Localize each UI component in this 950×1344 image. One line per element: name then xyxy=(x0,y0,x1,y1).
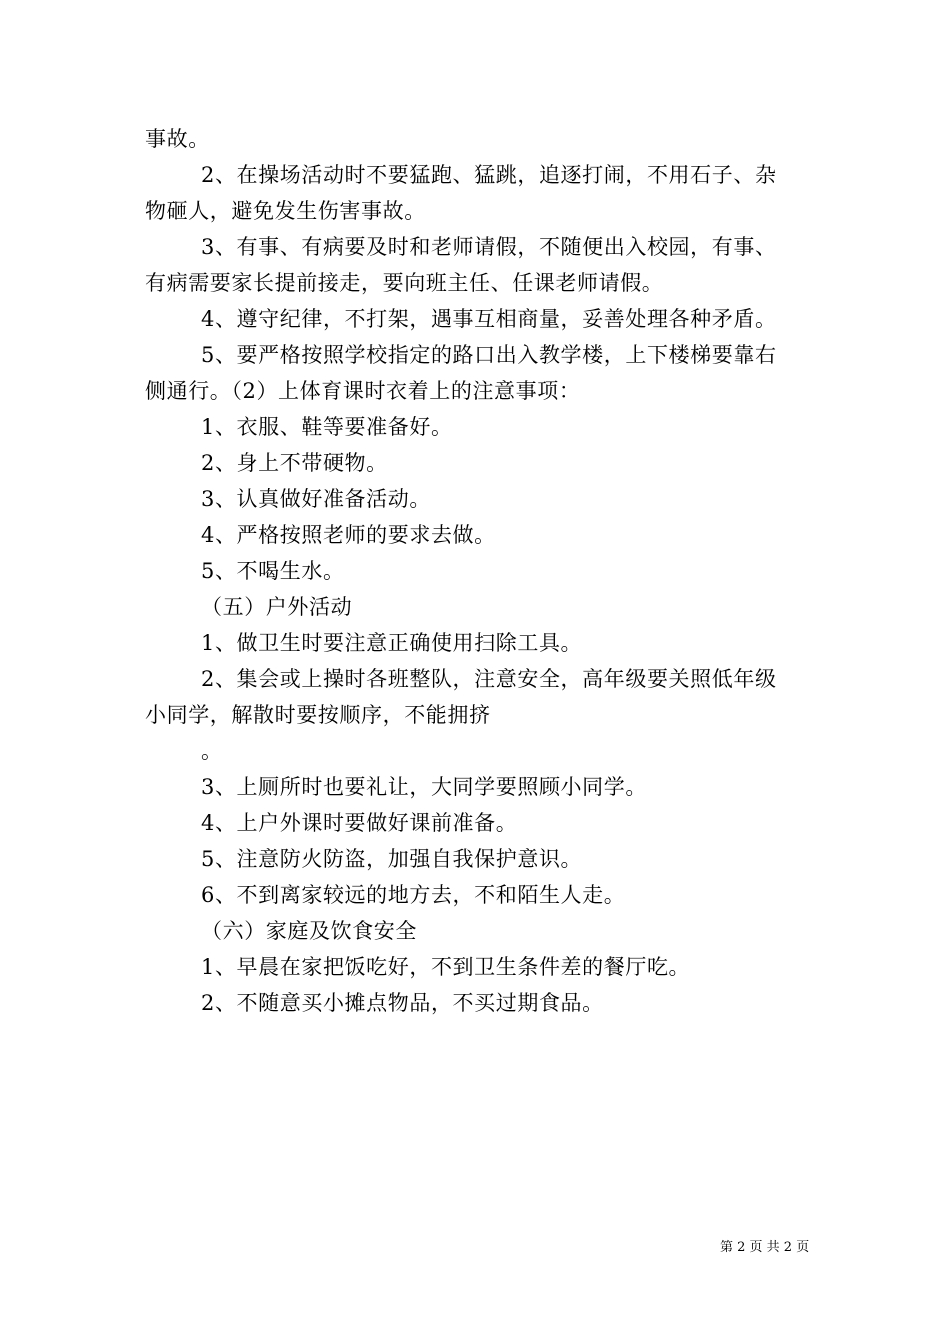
text-line: 3、上厕所时也要礼让，大同学要照顾小同学。 xyxy=(201,775,647,799)
text-line: 5、要严格按照学校指定的路口出入教学楼，上下楼梯要靠右 xyxy=(201,343,777,367)
section-heading: （五）户外活动 xyxy=(201,595,353,619)
section-heading: （六）家庭及饮食安全 xyxy=(201,919,417,943)
text-line: 2、在操场活动时不要猛跑、猛跳，追逐打闹，不用石子、杂 xyxy=(201,163,777,187)
text-line: 事故。 xyxy=(145,127,210,151)
page-number-footer: 第 2 页 共 2 页 xyxy=(720,1240,810,1255)
text-line: 1、衣服、鞋等要准备好。 xyxy=(201,415,453,439)
text-line: 6、不到离家较远的地方去，不和陌生人走。 xyxy=(201,883,626,907)
text-line: 5、注意防火防盗，加强自我保护意识。 xyxy=(201,847,583,871)
text-line: 有病需要家长提前接走，要向班主任、任课老师请假。 xyxy=(145,271,664,295)
text-line: 侧通行。（2）上体育课时衣着上的注意事项： xyxy=(145,379,581,403)
text-line: 2、不随意买小摊点物品，不买过期食品。 xyxy=(201,991,604,1015)
text-line: 3、认真做好准备活动。 xyxy=(201,487,431,511)
text-line: 。 xyxy=(201,739,223,763)
text-line: 小同学，解散时要按顺序，不能拥挤 xyxy=(145,703,491,727)
text-line: 5、不喝生水。 xyxy=(201,559,345,583)
text-line: 2、身上不带硬物。 xyxy=(201,451,388,475)
text-line: 4、上户外课时要做好课前准备。 xyxy=(201,811,518,835)
text-line: 2、集会或上操时各班整队，注意安全，高年级要关照低年级 xyxy=(201,667,777,691)
text-line: 1、早晨在家把饭吃好，不到卫生条件差的餐厅吃。 xyxy=(201,955,691,979)
text-line: 4、严格按照老师的要求去做。 xyxy=(201,523,496,547)
text-line: 物砸人，避免发生伤害事故。 xyxy=(145,199,426,223)
text-line: 3、有事、有病要及时和老师请假，不随便出入校园，有事、 xyxy=(201,235,777,259)
text-line: 4、遵守纪律，不打架，遇事互相商量，妥善处理各种矛盾。 xyxy=(201,307,777,331)
text-line: 1、做卫生时要注意正确使用扫除工具。 xyxy=(201,631,583,655)
